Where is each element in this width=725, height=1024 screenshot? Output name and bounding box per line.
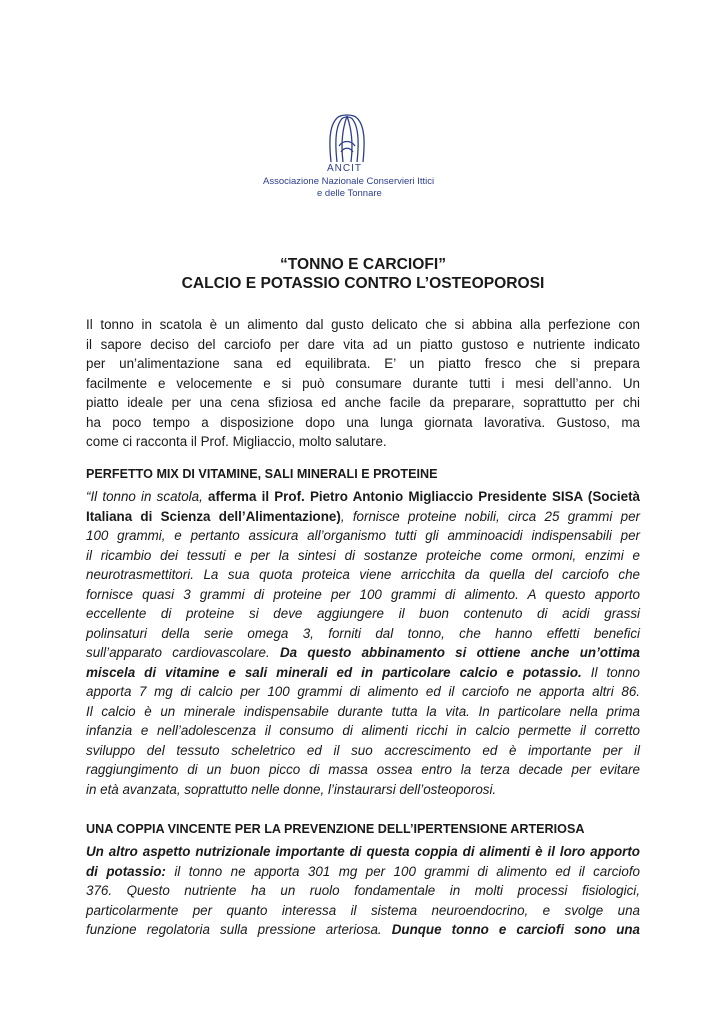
paragraph-line: infanzia e nell’adolescenza il consumo di alimenti ricchi in calcio permette il corretto (86, 723, 640, 738)
ancit-emblem-icon (323, 112, 371, 164)
text-run: miscela di vitamine e sali minerali ed in particolare calcio e potassio. (86, 664, 582, 680)
section-heading-hypertension: UNA COPPIA VINCENTE PER LA PREVENZIONE DELL’IPERTENSIONE ARTERIOSA (86, 822, 585, 836)
section-heading-vitamins: PERFETTO MIX DI VITAMINE, SALI MINERALI E PROTEINE (86, 467, 438, 481)
paragraph-line (86, 643, 640, 663)
intro-line: piatto ideale per una cena sfiziosa ed anche facile da preparare, soprattutto per chi (86, 395, 640, 410)
text-run: “Il tonno in scatola, (86, 489, 209, 504)
paragraph-line: sviluppo del tessuto scheletrico ed il suo accrescimento ed è importante per il (86, 742, 640, 758)
text-run: Italiana di Scienza dell’Alimentazione) (86, 508, 341, 524)
paragraph-line: raggiungimento di un buon picco di massa ossea entro la terza decade per evitare (86, 762, 640, 777)
paragraph-line: in età avanzata, soprattutto nelle donne, l’instaurarsi dell’osteoporosi. (86, 781, 497, 797)
title-line-1: “TONNO E CARCIOFI” (279, 256, 447, 273)
paragraph-line: apporta 7 mg di calcio per 100 grammi di alimento ed il carciofo ne apporta altri 86. (86, 684, 640, 699)
logo-acronym: ANCIT (327, 163, 362, 174)
text-run: Dunque tonno e carciofi sono una (391, 922, 640, 937)
text-run: Il tonno (581, 664, 641, 680)
paragraph-line: Il calcio è un minerale indispensabile durante tutta la vita. In particolare nella prima (86, 703, 640, 719)
paragraph-line (86, 507, 640, 527)
paragraph-line (86, 862, 640, 882)
paragraph-line: neurotrasmettitori. La sua quota proteica viene arricchita da quella del carciofo che (86, 567, 640, 582)
text-run: , fornisce proteine nobili, circa 25 grammi per (340, 508, 641, 524)
title-line-2: CALCIO E POTASSIO CONTRO L’OSTEOPOROSI (181, 275, 545, 292)
intro-line: ha poco tempo a disposizione dopo una lunga giornata lavorativa. Gustoso, ma (86, 414, 640, 430)
text-run: afferma il Prof. Pietro Antonio Migliaccio Presidente SISA (Società (208, 489, 640, 504)
paragraph-line (86, 663, 640, 683)
paragraph-line: fornisce quasi 3 grammi di proteine per 100 grammi di alimento. A questo apporto (86, 586, 640, 602)
intro-line: Il tonno in scatola è un alimento dal gusto delicato che si abbina alla perfezione con (86, 317, 640, 332)
document-title (86, 255, 640, 293)
paragraph-line: 100 grammi, e pertanto assicura all’organismo tutti gli amminoacidi indispensabili per (86, 528, 640, 543)
section-paragraph-vitamins (86, 487, 640, 799)
ancit-logo (0, 112, 725, 202)
text-run: Da questo abbinamento si ottiene anche un’ottima (280, 645, 641, 660)
paragraph-line: particolarmente per quanto interessa il sistema neuroendocrino, e svolge una (86, 902, 640, 918)
intro-line: facilmente e velocemente e si può consumare durante tutti i mesi dell’anno. Un (86, 375, 640, 391)
text-run: funzione regolatoria sulla pressione arteriosa. (86, 922, 392, 937)
paragraph-line: Un altro aspetto nutrizionale importante di questa coppia di alimenti è il loro apporto (86, 844, 640, 859)
intro-line: come ci racconta il Prof. Migliaccio, molto salutare. (86, 434, 387, 449)
paragraph-line (86, 920, 640, 940)
paragraph-line: eccellente di proteine si deve aggiungere il buon contenuto di acidi grassi (86, 606, 640, 621)
paragraph-line: il ricambio dei tessuti e per la sintesi di sostanze proteiche come ormoni, enzimi e (86, 547, 640, 563)
text-run: sull’apparato cardiovascolare. (86, 645, 280, 660)
paragraph-line: polinsaturi della serie omega 3, forniti dal tonno, che hanno effetti benefici (86, 625, 640, 641)
paragraph-line: 376. Questo nutriente ha un ruolo fondamentale in molti processi fisiologici, (86, 883, 640, 898)
text-run: di potassio: (86, 863, 166, 879)
intro-line: per un’alimentazione sana ed equilibrata. E’ un piatto fresco che si prepara (86, 356, 640, 371)
text-run: il tonno ne apporta 301 mg per 100 grammi di alimento ed il carciofo (165, 863, 640, 879)
section-paragraph-hypertension (86, 842, 640, 940)
intro-paragraph (86, 315, 640, 452)
paragraph-line (86, 487, 640, 507)
intro-line: il sapore deciso del carciofo per dare vita ad un piatto gustoso e nutriente indicato (86, 336, 640, 352)
logo-org-name-2: e delle Tonnare (317, 188, 382, 199)
logo-org-name: Associazione Nazionale Conservieri Ittici (263, 176, 435, 187)
